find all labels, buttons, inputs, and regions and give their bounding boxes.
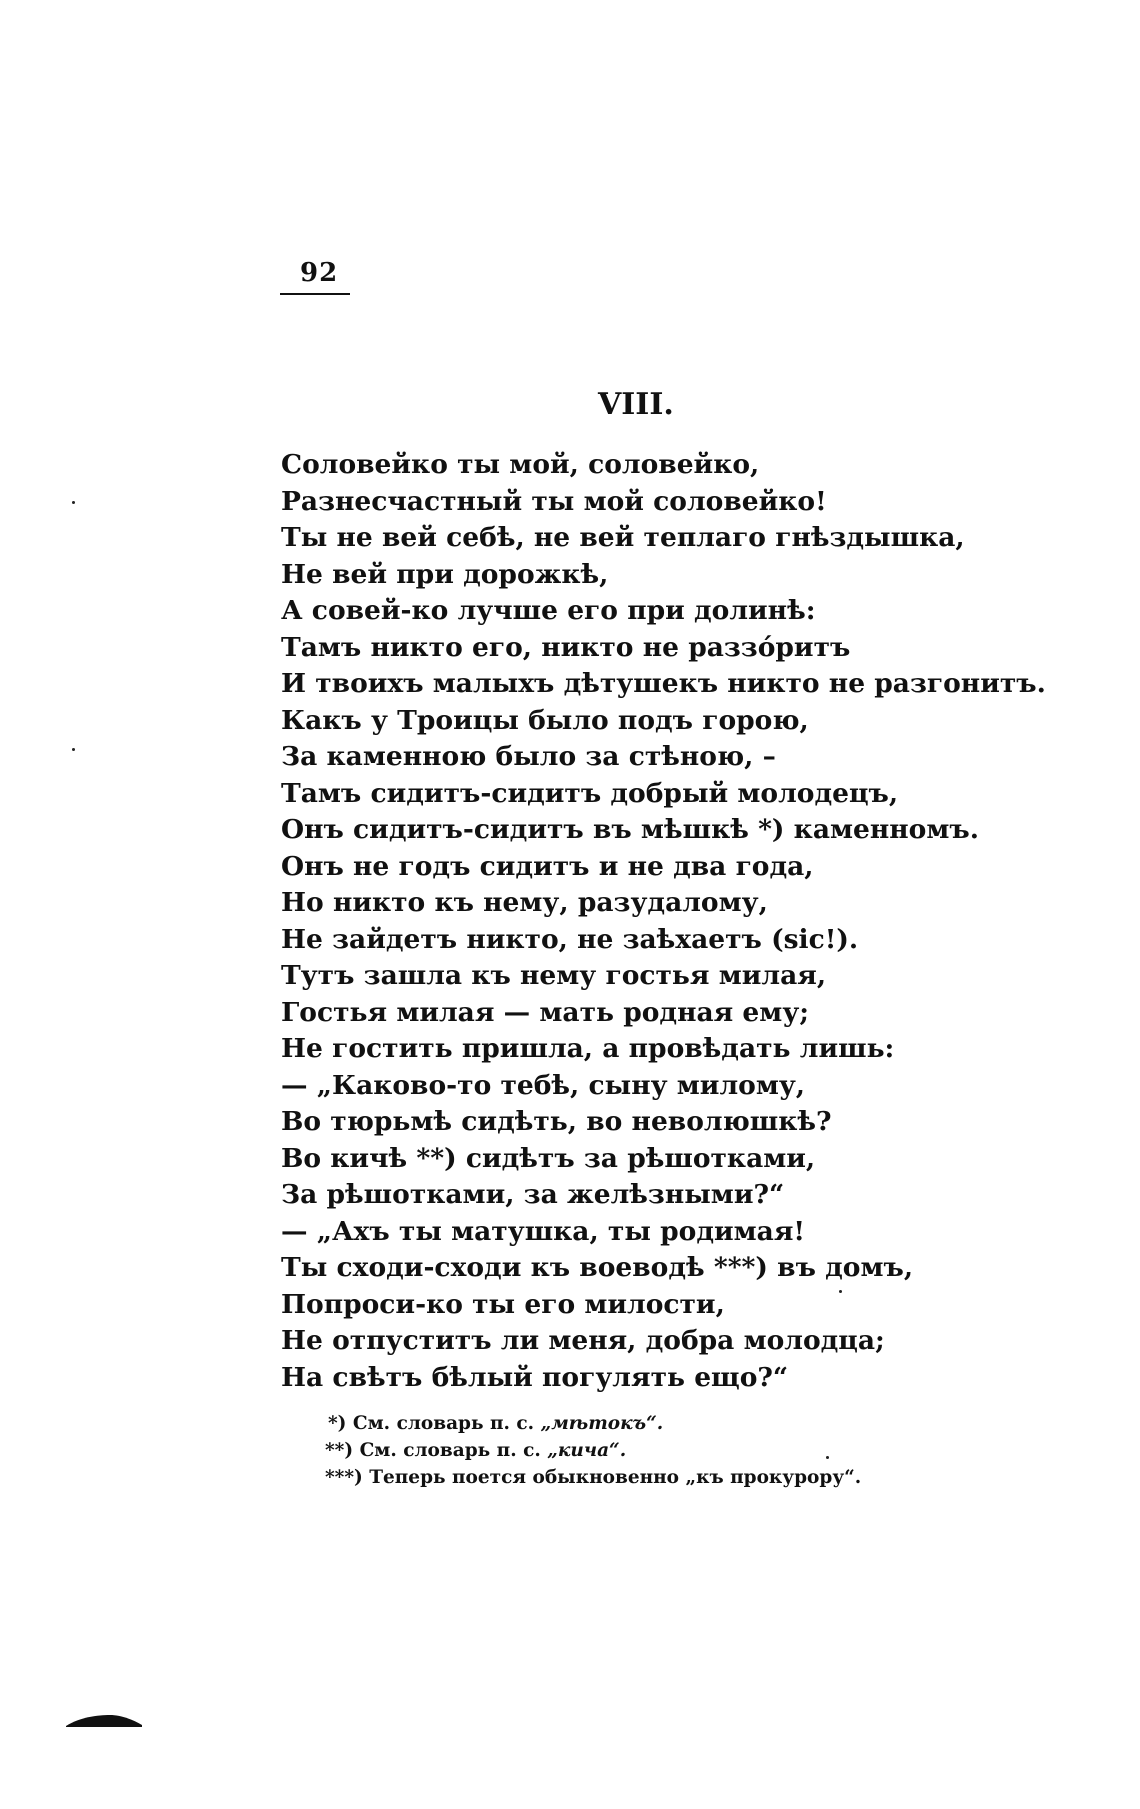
footnote-text: См. словарь п. с. — [352, 1413, 541, 1434]
scan-speck — [72, 748, 75, 751]
footnote-marker: ***) — [325, 1467, 363, 1488]
page-number-rule — [280, 293, 350, 295]
footnote — [325, 1437, 861, 1464]
poem-line: На свѣтъ бѣлый погулять ещо?“ — [281, 1361, 789, 1393]
poem-line: Тамъ сидитъ-сидитъ добрый молодецъ, — [281, 777, 899, 809]
footnote-marker: *) — [328, 1413, 347, 1434]
poem-line: Соловейко ты мой, соловейко, — [281, 449, 760, 480]
poem — [281, 447, 1046, 1396]
page-number: 92 — [300, 258, 339, 288]
footnote-marker: **) — [325, 1440, 354, 1461]
footnotes — [325, 1410, 861, 1491]
poem-line: Тамъ никто его, никто не раззóритъ — [281, 631, 851, 663]
footnote-text: Теперь поется обыкновенно — [369, 1467, 686, 1488]
scan-speck — [72, 501, 75, 504]
poem-line: Тутъ зашла къ нему гостья милая, — [281, 960, 827, 991]
footnote — [325, 1464, 861, 1491]
poem-line: Ты сходи-сходи къ воеводѣ ***) въ домъ, — [281, 1252, 914, 1283]
poem-line: Онъ не годъ сидитъ и не два года, — [281, 850, 814, 882]
poem-line: Во кичѣ **) сидѣтъ за рѣшотками, — [281, 1142, 816, 1174]
poem-line: Гостья милая — мать родная ему; — [281, 996, 810, 1028]
poem-line: Не зайдетъ никто, не заѣхаетъ (sic!). — [281, 923, 859, 955]
footnote-text: См. словарь п. с. — [359, 1440, 548, 1461]
footnote — [325, 1410, 861, 1437]
scan-speck — [839, 1290, 842, 1293]
poem-line: За рѣшотками, за желѣзными?“ — [281, 1179, 785, 1210]
footnote-term: „къ прокурору“. — [685, 1467, 862, 1488]
poem-line: Онъ сидитъ-сидитъ въ мѣшкѣ *) каменномъ. — [281, 814, 979, 845]
footnote-term: „кича“. — [547, 1440, 627, 1461]
poem-line: Разнесчастный ты мой соловейко! — [281, 485, 827, 517]
poem-line: Попроси-ко ты его милости, — [281, 1288, 725, 1320]
footnote-term: „мѣтокъ“. — [540, 1413, 664, 1434]
poem-line: Но никто къ нему, разудалому, — [281, 887, 768, 918]
scan-speck — [826, 1456, 829, 1459]
poem-line: А совей-ко лучше его при долинѣ: — [281, 595, 816, 626]
poem-line: — „Каково-то тебѣ, сыну милому, — [281, 1069, 806, 1101]
poem-line: Во тюрьмѣ сидѣть, во неволюшкѣ? — [281, 1106, 832, 1137]
poem-line: Не гостить пришла, а провѣдать лишь: — [281, 1033, 895, 1064]
poem-line: За каменною было за стѣною, – — [281, 741, 776, 772]
poem-line: И твоихъ малыхъ дѣтушекъ никто не разгонитъ. — [281, 668, 1046, 699]
poem-line: Ты не вей себѣ, не вей теплаго гнѣздышка, — [281, 522, 965, 553]
poem-line: — „Ахъ ты матушка, ты родимая! — [281, 1215, 806, 1247]
ink-blot — [66, 1715, 142, 1727]
poem-line: Какъ у Троицы было подъ горою, — [281, 704, 809, 736]
poem-line: Не вей при дорожкѣ, — [281, 558, 609, 590]
section-title: VIII. — [598, 387, 674, 422]
poem-line: Не отпуститъ ли меня, добра молодца; — [281, 1325, 885, 1356]
